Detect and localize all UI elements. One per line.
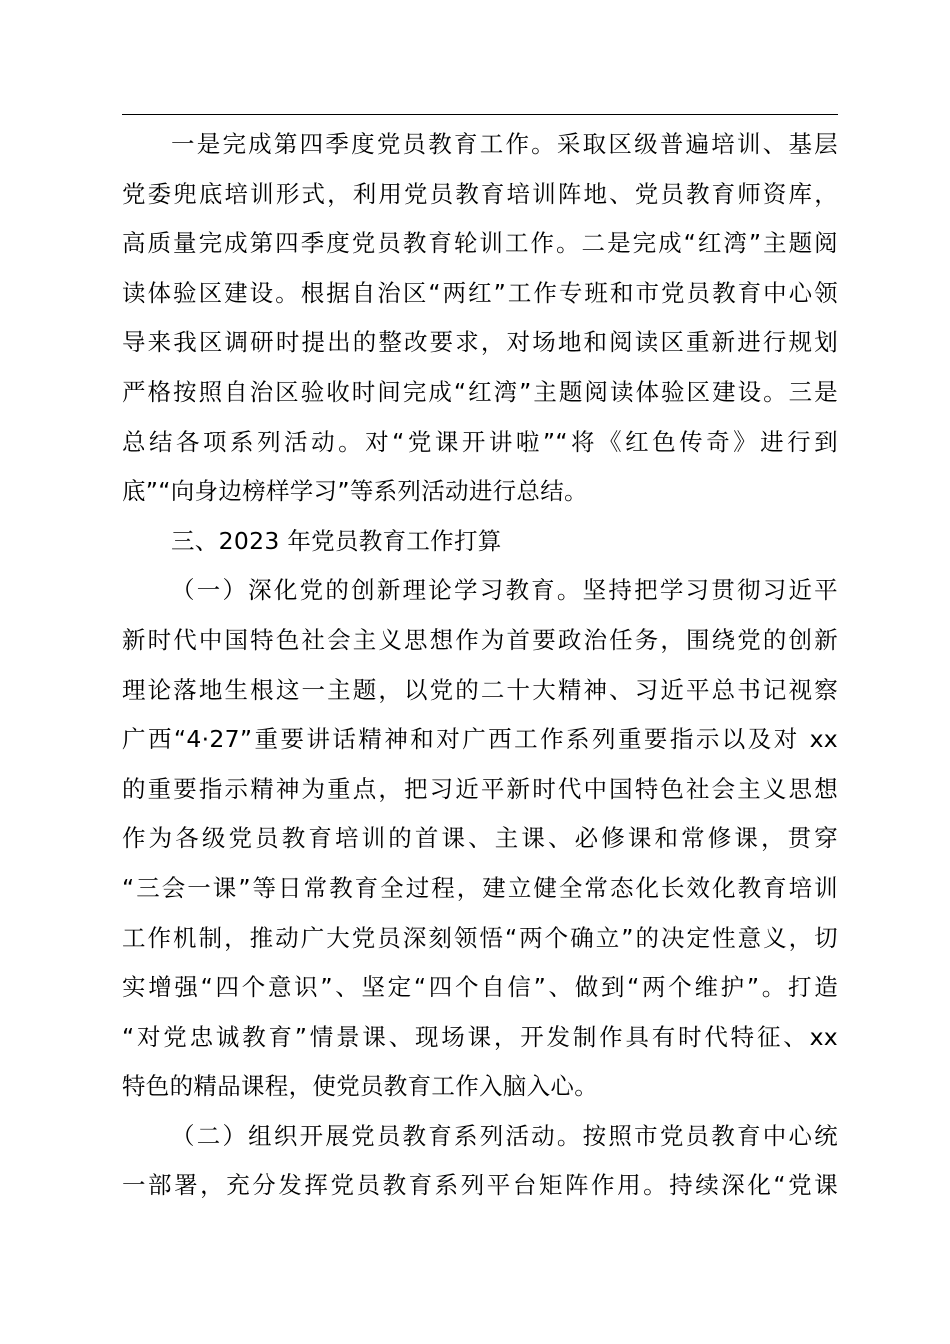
paragraph-1-line-6: 严格按照自治区验收时间完成“红湾”主题阅读体验区建设。三是 — [122, 377, 838, 406]
paragraph-1-line-5: 导来我区调研时提出的整改要求，对场地和阅读区重新进行规划 — [122, 328, 838, 357]
paragraph-2-line-4: 广西“4·27”重要讲话精神和对广西工作系列重要指示以及对 xx — [122, 725, 838, 754]
paragraph-2-line-5: 的重要指示精神为重点，把习近平新时代中国特色社会主义思想 — [122, 774, 838, 803]
paragraph-2-line-3: 理论落地生根这一主题，以党的二十大精神、习近平总书记视察 — [122, 675, 838, 704]
paragraph-2-line-6: 作为各级党员教育培训的首课、主课、必修课和常修课，贯穿 — [122, 824, 838, 853]
paragraph-2-line-11: 特色的精品课程，使党员教育工作入脑入心。 — [122, 1072, 598, 1101]
paragraph-1-line-3: 高质量完成第四季度党员教育轮训工作。二是完成“红湾”主题阅 — [122, 229, 838, 258]
paragraph-3-line-2: 一部署，充分发挥党员教育系列平台矩阵作用。持续深化“党课 — [122, 1171, 838, 1200]
paragraph-3-line-1: （二）组织开展党员教育系列活动。按照市党员教育中心统 — [171, 1121, 838, 1150]
paragraph-1-line-8: 底”“向身边榜样学习”等系列活动进行总结。 — [122, 477, 588, 506]
document-body — [122, 120, 838, 1211]
header-rule — [122, 114, 838, 115]
paragraph-2-line-1: （一）深化党的创新理论学习教育。坚持把学习贯彻习近平 — [171, 576, 838, 605]
section-heading-3: 三、2023 年党员教育工作打算 — [171, 526, 502, 555]
paragraph-1-line-2: 党委兜底培训形式，利用党员教育培训阵地、党员教育师资库， — [122, 179, 838, 208]
paragraph-2-line-8: 工作机制，推动广大党员深刻领悟“两个确立”的决定性意义，切 — [122, 923, 838, 952]
paragraph-1-line-4: 读体验区建设。根据自治区“两红”工作专班和市党员教育中心领 — [122, 278, 838, 307]
paragraph-2-line-7: “三会一课”等日常教育全过程，建立健全常态化长效化教育培训 — [122, 873, 838, 902]
paragraph-1-line-1: 一是完成第四季度党员教育工作。采取区级普遍培训、基层 — [171, 130, 838, 158]
paragraph-2-line-10: “对党忠诚教育”情景课、现场课，开发制作具有时代特征、xx — [122, 1022, 838, 1051]
paragraph-2-line-2: 新时代中国特色社会主义思想作为首要政治任务，围绕党的创新 — [122, 625, 838, 654]
paragraph-2-line-9: 实增强“四个意识”、坚定“四个自信”、做到“两个维护”。打造 — [122, 973, 838, 1002]
paragraph-1-line-7: 总结各项系列活动。对“党课开讲啦”“将《红色传奇》进行到 — [122, 427, 838, 456]
